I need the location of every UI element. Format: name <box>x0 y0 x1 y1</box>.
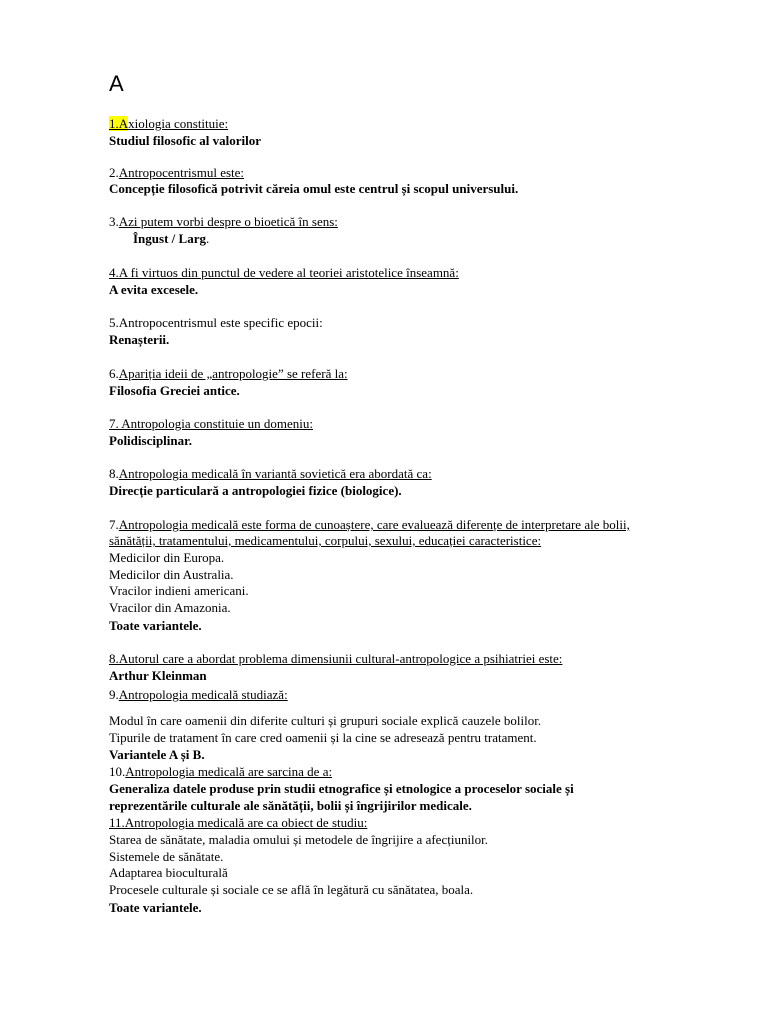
question-1: 1.Axiologia constituie: <box>109 116 229 131</box>
highlighted-text: 1.A <box>109 116 129 131</box>
option: Adaptarea bioculturală <box>109 865 228 880</box>
question-7: 7. Antropologia constituie un domeniu: <box>109 416 314 431</box>
section-heading: A <box>109 71 124 96</box>
question-9: 7.Antropologia medicală este forma de cunoaștere, care evaluează diferențe de interpretare ale bolii, <box>109 517 630 532</box>
question-8: 8.Antropologia medicală în variantă sovietică era abordată ca: <box>109 466 432 481</box>
answer-13: Toate variantele. <box>109 900 202 915</box>
question-2: 2.Antropocentrismul este: <box>109 165 245 180</box>
option: Medicilor din Europa. <box>109 550 225 565</box>
answer-7: Polidisciplinar. <box>109 433 192 448</box>
question-6: 6.Apariția ideii de „antropologie” se referă la: <box>109 366 348 381</box>
option: Medicilor din Australia. <box>109 567 234 582</box>
question-3: 3.Azi putem vorbi despre o bioetică în sens: <box>109 214 338 229</box>
option: Tipurile de tratament în care cred oamenii și la cine se adresează pentru tratament. <box>109 730 537 745</box>
answer-11: Variantele A și B. <box>109 747 205 762</box>
option: Procesele culturale și sociale ce se află în legătură cu sănătatea, boala. <box>109 882 474 897</box>
answer-6: Filosofia Greciei antice. <box>109 383 240 398</box>
answer-2: Concepție filosofică potrivit căreia omul este centrul și scopul universului. <box>109 181 519 196</box>
question-11: 9.Antropologia medicală studiază: <box>109 687 288 702</box>
answer-12: Generaliza datele produse prin studii etnografice și etnologice a proceselor sociale și <box>109 781 574 796</box>
answer-8: Direcție particulară a antropologiei fizice (biologice). <box>109 483 402 498</box>
answer-10: Arthur Kleinman <box>109 668 207 683</box>
option: Vracilor indieni americani. <box>109 583 249 598</box>
answer-4: A evita excesele. <box>109 282 199 297</box>
question-9-continued: sănătății, tratamentului, medicamentului, corpului, sexului, educației caracteristice: <box>109 533 542 548</box>
option: Modul în care oamenii din diferite culturi și grupuri sociale explică cauzele bolilor. <box>109 713 542 728</box>
option: Starea de sănătate, maladia omului și metodele de îngrijire a afecțiunilor. <box>109 832 489 847</box>
question-10: 8.Autorul care a abordat problema dimensiunii cultural-antropologice a psihiatriei este: <box>109 651 563 666</box>
answer-1: Studiul filosofic al valorilor <box>109 133 262 148</box>
question-4: 4.A fi virtuos din punctul de vedere al teoriei aristotelice înseamnă: <box>109 265 459 280</box>
question-5: 5.Antropocentrismul este specific epocii: <box>109 315 323 330</box>
question-12: 10.Antropologia medicală are sarcina de a: <box>109 764 333 779</box>
answer-12-continued: reprezentările culturale ale sănătății, bolii și îngrijirilor medicale. <box>109 798 472 813</box>
answer-3: Îngust / Larg. <box>133 231 210 246</box>
option: Sistemele de sănătate. <box>109 849 224 864</box>
answer-9: Toate variantele. <box>109 618 202 633</box>
question-13: 11.Antropologia medicală are ca obiect de studiu: <box>109 815 368 830</box>
answer-5: Renașterii. <box>109 332 170 347</box>
option: Vracilor din Amazonia. <box>109 600 231 615</box>
